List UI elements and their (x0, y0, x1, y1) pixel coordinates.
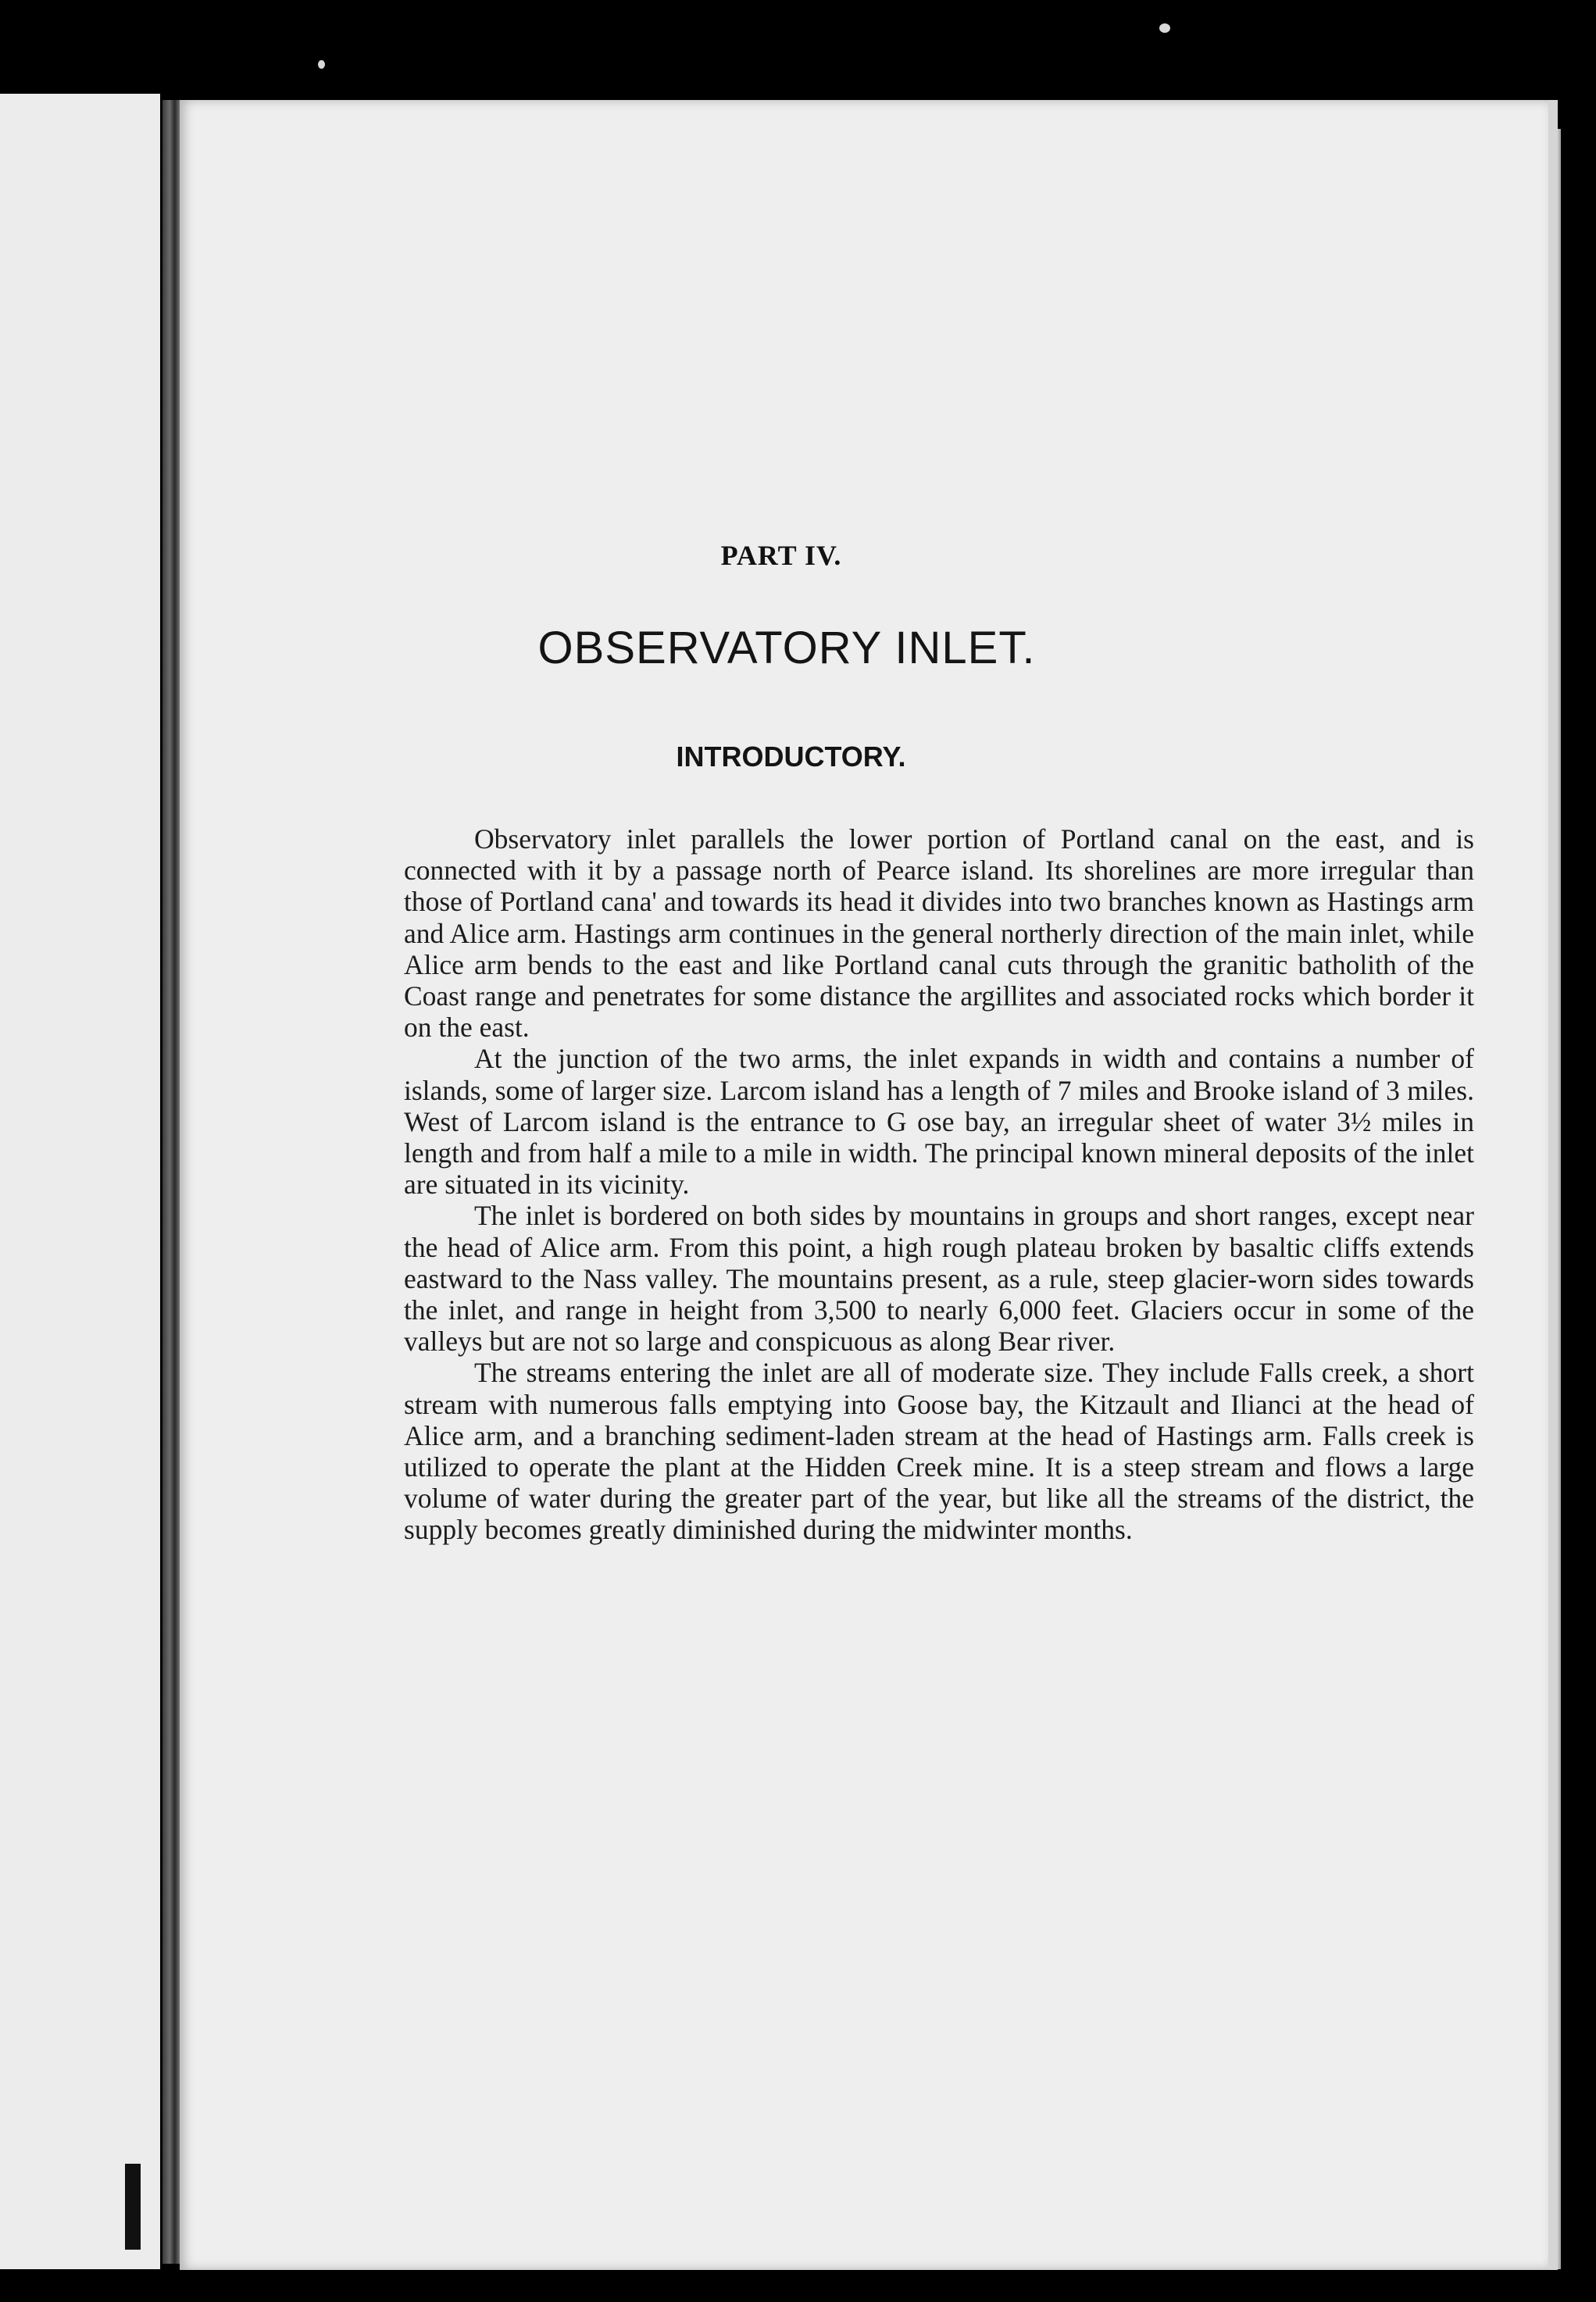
dust-speck (1159, 23, 1170, 33)
part-heading: PART IV. (720, 540, 842, 571)
body-text (404, 823, 1474, 1546)
section-heading: INTRODUCTORY. (676, 741, 906, 773)
paragraph: At the junction of the two arms, the inlet expands in width and contains a number of islands, some of larger size. Larcom island has a length of 7 miles and Brooke island of 3 miles. West of Larcom island is the entrance to G ose bay, an irregular sheet of water 3½ miles in length and from half a mile to a mile in width. The principal known mineral deposits of the inlet are situated in its vicinity. (404, 1043, 1474, 1201)
book-page (180, 100, 1558, 2270)
paragraph: The inlet is bordered on both sides by mountains in groups and short ranges, except near the head of Alice arm. From this point, a high rough plateau broken by basaltic cliffs extends eastward to the Nass valley. The mountains present, as a rule, steep glacier-worn sides towards the inlet, and range in height from 3,500 to nearly 6,000 feet. Glaciers occur in some of the valleys but are not so large and conspicuous as along Bear river. (404, 1200, 1474, 1358)
paragraph: The streams entering the inlet are all of moderate size. They include Falls creek, a short stream with numerous falls emptying into Goose bay, the Kitzault and Ilianci at the head of Alice arm, and a branching sediment-laden stream at the head of Hastings arm. Falls creek is utilized to operate the plant at the Hidden Creek mine. It is a steep stream and flows a large volume of water during the greater part of the year, but like all the streams of the district, the supply becomes greatly diminished during the midwinter months. (404, 1357, 1474, 1546)
gutter-shadow (125, 2164, 141, 2250)
dust-speck (318, 60, 325, 69)
paragraph: Observatory inlet parallels the lower portion of Portland canal on the east, and is connected with it by a passage north of Pearce island. Its shorelines are more irregular than those of Portland cana' and towards its head it divides into two branches known as Hastings arm and Alice arm. Hastings arm continues in the general northerly direction of the main inlet, while Alice arm bends to the east and like Portland canal cuts through the granitic batholith of the Coast range and penetrates for some distance the argillites and associated rocks which border it on the east. (404, 823, 1474, 1044)
facing-page-edge (0, 94, 160, 2269)
chapter-title: OBSERVATORY INLET. (537, 623, 1036, 673)
